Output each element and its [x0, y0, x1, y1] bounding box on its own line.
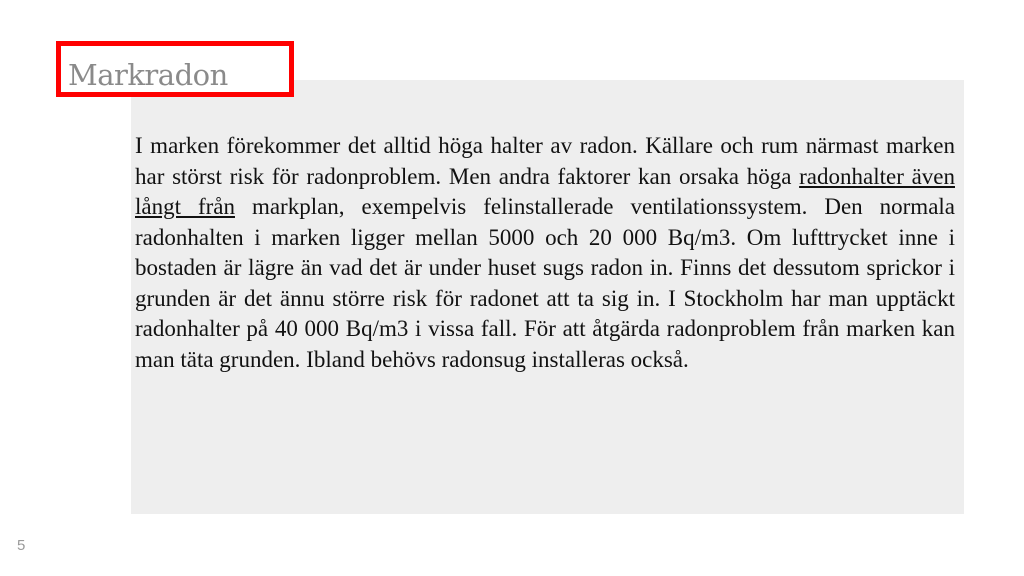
slide-body-text	[135, 131, 955, 375]
slide-title: Markradon	[68, 58, 228, 92]
body-text-part-1: I marken förekommer det alltid höga halter av radon. Källare och rum närmast marken har störst risk för radonproblem. Men andra faktorer kan orsaka höga	[135, 133, 955, 189]
body-text-part-2: markplan, exempelvis felinstallerade ventilationssystem. Den normala radonhalten i marken ligger mellan 5000 och 20 000 Bq/m3. Om lufttrycket inne i bostaden är lägre än vad det är under huset sugs radon in. Finns det dessutom sprickor i grunden är det ännu större risk för radonet att ta sig in. I Stockholm har man upptäckt radonhalter på 40 000 Bq/m3 i vissa fall. För att åtgärda radonproblem från marken kan man täta grunden. Ibland behövs radonsug installeras också.	[135, 194, 956, 372]
body-text-link[interactable]: radonhalter även långt från	[135, 163, 955, 219]
page-number: 5	[17, 537, 26, 554]
